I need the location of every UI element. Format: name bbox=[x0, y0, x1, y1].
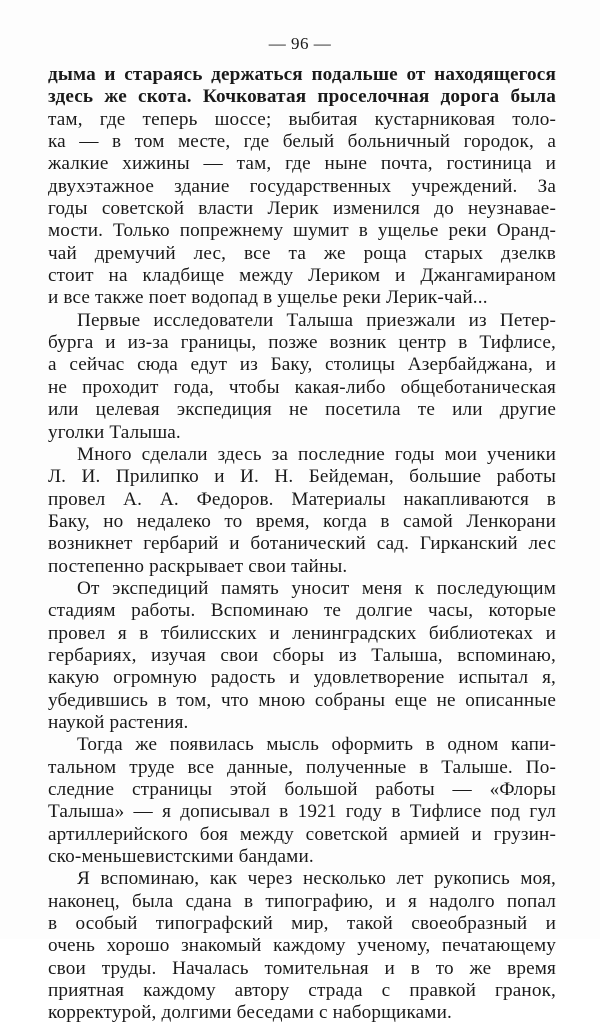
text-line: дыма и стараясь держаться подальше от находящегося bbox=[48, 64, 556, 85]
text-line: и все также поет водопад в ущелье реки Лерик-чай... bbox=[48, 287, 488, 309]
text-line: провел я в тбилисских и ленинградских библиотеках и bbox=[48, 622, 556, 644]
text-line: очень хорошо знакомый каждому ученому, печатающему bbox=[48, 935, 556, 957]
text-line: годы советской власти Лерик изменился до неузнавае- bbox=[48, 198, 556, 220]
text-line: приятная каждому автору страда с правкой гранок, bbox=[48, 980, 556, 1002]
text-line: гербариях, изучая свои сборы из Талыша, вспоминаю, bbox=[48, 644, 556, 666]
paragraph bbox=[48, 444, 556, 578]
text-line: или целевая экспедиция не посетила те или другие bbox=[48, 399, 556, 421]
text-line: наукой растения. bbox=[48, 711, 189, 733]
text-line: постепенно раскрывает свои тайны. bbox=[48, 555, 348, 577]
text-line: уголки Талыша. bbox=[48, 421, 181, 443]
text-line: возникнет гербарий и ботанический сад. Гирканский лес bbox=[48, 533, 556, 555]
paragraph bbox=[48, 868, 556, 1024]
text-line: Я вспоминаю, как через несколько лет рукопись моя, bbox=[77, 868, 556, 890]
text-line: тальном труде все данные, полученные в Талыше. По- bbox=[48, 756, 556, 778]
body-text bbox=[48, 64, 556, 1025]
text-line: артиллерийского боя между советской армией и грузин- bbox=[48, 823, 556, 845]
text-line: Тогда же появилась мысль оформить в одном капи- bbox=[77, 734, 556, 756]
paragraph bbox=[48, 310, 556, 444]
paragraph bbox=[48, 734, 556, 868]
text-line: наконец, была сдана в типографию, и я надолго попал bbox=[48, 890, 556, 912]
text-line: От экспедиций память уносит меня к последующим bbox=[77, 577, 556, 599]
text-line: Талыша» — я дописывал в 1921 году в Тифлисе под гул bbox=[48, 801, 556, 823]
text-line: Много сделали здесь за последние годы мои ученики bbox=[77, 443, 556, 465]
text-line: стадиям работы. Вспоминаю те долгие часы, которые bbox=[48, 600, 556, 622]
text-line: какую огромную радость и удовлетворение испытал я, bbox=[48, 667, 556, 689]
text-line: бурга и из-за границы, позже возник центр в Тифлисе, bbox=[48, 332, 556, 354]
text-line: чай дремучий лес, все та же роща старых дзелкв bbox=[48, 242, 556, 264]
text-line: в особый типографский мир, такой своеобразный и bbox=[48, 913, 556, 935]
page-number: — 96 — bbox=[268, 34, 332, 53]
paragraph bbox=[48, 64, 556, 310]
paragraph bbox=[48, 578, 556, 734]
text-line: Первые исследователи Талыша приезжали из Петер- bbox=[77, 309, 556, 331]
text-line: Баку, но недалеко то время, когда в самой Ленкорани bbox=[48, 510, 556, 532]
text-line: жалкие хижины — там, где ныне почта, гостиница и bbox=[48, 153, 556, 175]
text-line: следние страницы этой большой работы — «Флоры bbox=[48, 779, 556, 800]
text-line: а сейчас сюда едут из Баку, столицы Азербайджана, и bbox=[48, 354, 556, 376]
text-line: не проходит года, чтобы какая-либо общеботаническая bbox=[48, 376, 556, 398]
text-line: провел А. А. Федоров. Материалы накапливаются в bbox=[48, 488, 556, 510]
text-line: ка — в том месте, где белый больничный городок, а bbox=[48, 131, 556, 153]
text-line: Л. И. Прилипко и И. Н. Бейдеман, большие работы bbox=[48, 466, 556, 488]
text-line: свои труды. Началась томительная и в то же время bbox=[48, 957, 556, 979]
text-line: двухэтажное здание государственных учреждений. За bbox=[48, 175, 556, 197]
text-line: убедившись в том, что мною собраны еще не описанные bbox=[48, 689, 556, 711]
text-line: здесь же скота. Кочковатая проселочная дорога была bbox=[48, 86, 556, 108]
text-line: стоит на кладбище между Лериком и Джангамираном bbox=[48, 265, 556, 287]
text-line: ско-меньшевистскими бандами. bbox=[48, 846, 314, 868]
text-line: мости. Только попрежнему шумит в ущелье реки Оранд- bbox=[48, 220, 556, 242]
text-line: корректурой, долгими беседами с наборщиками. bbox=[48, 1002, 452, 1024]
text-line: там, где теперь шоссе; выбитая кустарниковая толо- bbox=[48, 108, 556, 130]
